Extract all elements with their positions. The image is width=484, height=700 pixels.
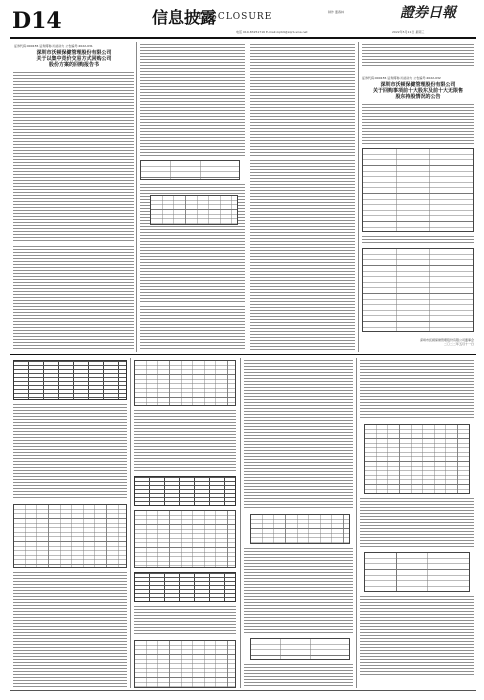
body-text-block <box>362 104 474 144</box>
announcement-title-line: 深圳市沃顿保健管理股份有限公司 <box>380 82 456 88</box>
column-divider <box>240 358 241 688</box>
signature-line: 二〇二二年五月十一日 <box>443 342 474 346</box>
column-divider <box>130 358 131 688</box>
body-text-block <box>362 44 474 68</box>
body-text-block <box>13 72 134 242</box>
financial-table <box>364 424 470 494</box>
announcement-title-line: 股份方案的回购报告书 <box>48 62 99 68</box>
financial-table <box>13 504 127 568</box>
financial-table <box>364 552 470 592</box>
contact-line: 电话 010-83251716 E-mail:zqrb9@zqrb.sina.net <box>236 30 308 34</box>
announcement-codes: 证券代码:000155 证券简称:川能动力 公告编号:2022-032 <box>362 76 441 80</box>
body-text-block <box>13 404 127 500</box>
column-divider <box>356 358 357 688</box>
financial-table <box>134 476 236 506</box>
body-text-block <box>360 360 474 420</box>
body-text-block <box>244 360 353 510</box>
section-divider <box>10 354 476 355</box>
financial-table <box>134 510 236 568</box>
body-text-block <box>140 44 245 156</box>
body-text-block <box>244 548 353 634</box>
data-table <box>150 195 238 225</box>
body-text-block <box>134 410 236 472</box>
financial-table <box>250 514 350 544</box>
signature <box>362 338 474 346</box>
signature-line: 深圳市沃顿保健管理股份有限公司董事会 <box>419 338 474 342</box>
column-divider <box>136 42 137 352</box>
financial-table <box>134 572 236 602</box>
footer-rule <box>10 690 476 691</box>
financial-table <box>134 640 236 688</box>
publish-date: 2022年5月11日 星期三 <box>392 30 425 34</box>
body-text-block <box>134 606 236 636</box>
shareholder-table <box>362 148 474 232</box>
body-text-block <box>13 246 134 350</box>
announcement-title <box>362 82 474 100</box>
announcement-title-line: 深圳市沃顿保健管理股份有限公司 <box>36 50 112 56</box>
newspaper-logo: 證券日報 <box>400 5 456 21</box>
data-table <box>140 160 240 180</box>
header-rule <box>10 37 476 39</box>
body-text-block <box>250 160 355 350</box>
body-text-block <box>360 498 474 548</box>
announcement-title-line: 关于以集中竞价交易方式回购公司 <box>36 56 112 62</box>
announcement-title-line: 股东持股情况的公告 <box>395 94 441 100</box>
column-divider <box>358 42 359 352</box>
financial-table <box>13 360 127 400</box>
announcement-codes: 证券代码:000155 证券简称:川能动力 公告编号:2022-031 <box>14 44 93 48</box>
section-title-en: DISCLOSURE <box>198 12 273 22</box>
body-text-block <box>362 236 474 244</box>
page-number: D14 <box>12 8 62 34</box>
financial-table <box>134 360 236 406</box>
body-text-block <box>13 572 127 688</box>
section-title: 信息披露 <box>152 8 217 27</box>
financial-table <box>250 638 350 660</box>
body-text-block <box>140 306 245 350</box>
editors-credit: 制作 董春林 <box>328 10 344 14</box>
body-text-block <box>244 664 353 688</box>
announcement-title-line: 关于回购事项前十大股东及前十大无限售 <box>372 88 463 94</box>
body-text-block <box>250 44 355 156</box>
shareholder-table <box>362 248 474 332</box>
body-text-block <box>360 596 474 676</box>
announcement-title <box>14 50 134 68</box>
